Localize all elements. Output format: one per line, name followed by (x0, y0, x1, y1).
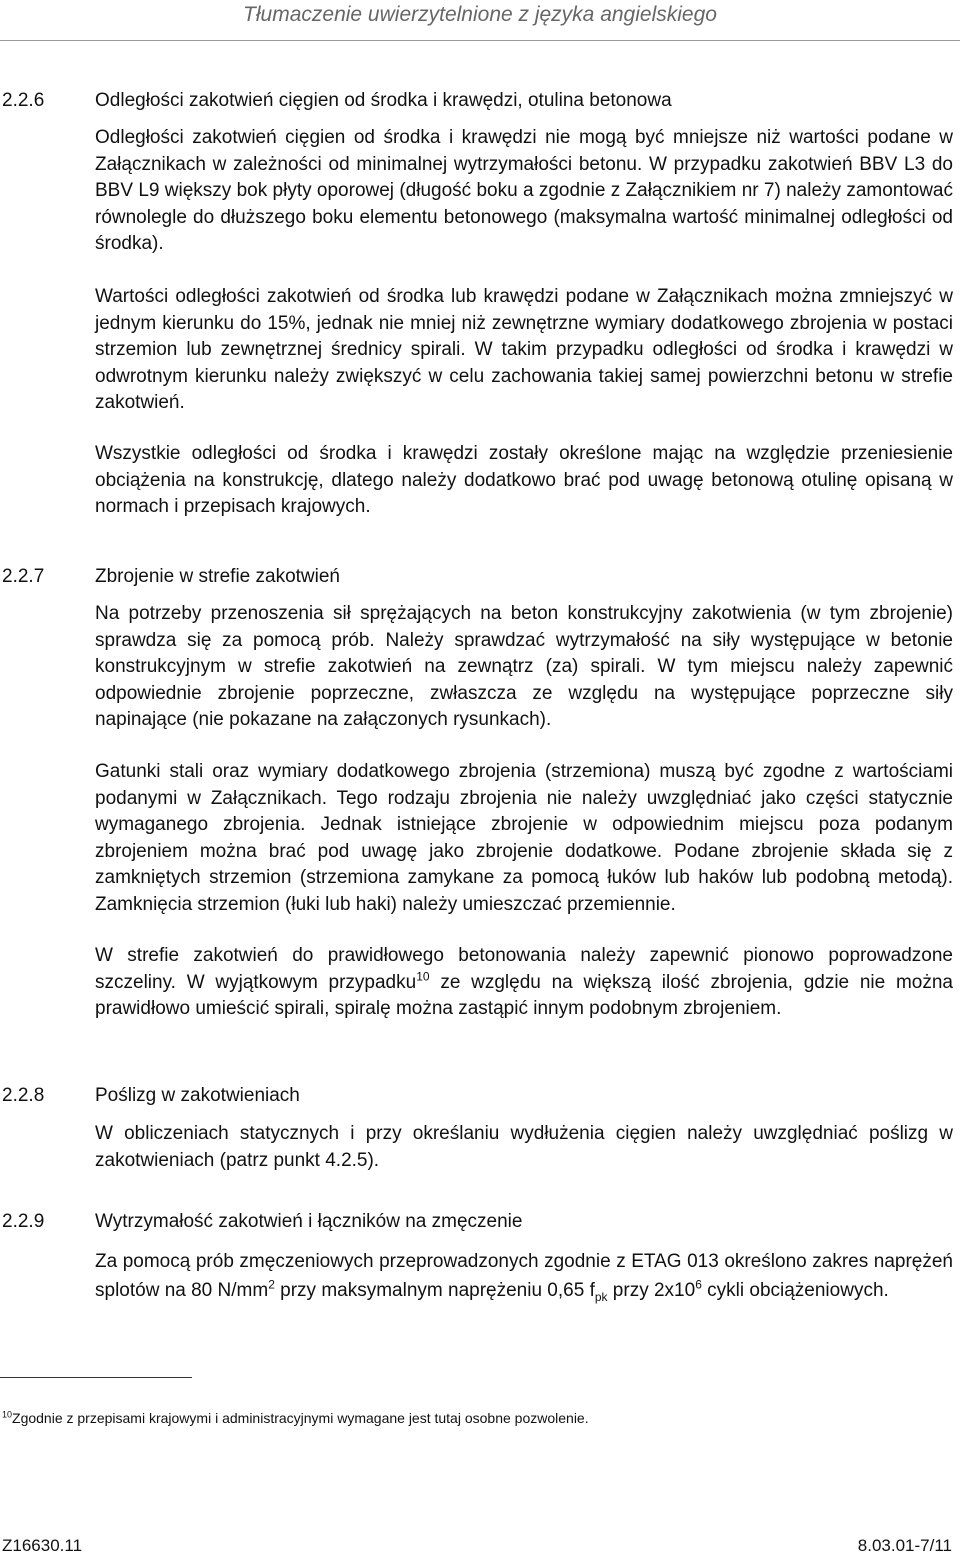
paragraph: W obliczeniach statycznych i przy określaniu wydłużenia cięgien należy uwzględniać poślizg w zakotwieniach (patrz punkt 4.2.5). (95, 1123, 953, 1171)
section-title: Wytrzymałość zakotwień i łączników na zmęczenie (95, 1211, 523, 1232)
footer-document-id: Z16630.11 (2, 1536, 83, 1555)
paragraph: Wszystkie odległości od środka i krawędzi zostały określone mając na względzie przeniesienie obciążenia na konstrukcję, dlatego należy dodatkowo brać pod uwagę betonową otulinę opisaną w normach i przepisach krajowych. (95, 443, 953, 517)
paragraph-text: przy maksymalnym naprężeniu 0,65 f (274, 1280, 595, 1301)
header-rule (0, 40, 960, 41)
paragraph: Na potrzeby przenoszenia sił sprężających na beton konstrukcyjny zakotwienia (w tym zbrojenie) sprawdza się za pomocą prób. Należy sprawdzać wytrzymałość na siły występujące w betonie konstrukcyjnym w strefie zakotwień na zewnątrz (za) spirali. W tym miejscu należy zapewnić odpowiednie zbrojenie poprzeczne, zwłaszcza ze względu na występujące poprzeczne siły napinające (nie pokazane na załączonych rysunkach). (95, 603, 953, 730)
paragraph-text: cykli obciążeniowych. (701, 1280, 889, 1301)
footnote-mark: 10 (2, 1409, 13, 1420)
footnote-text: Zgodnie z przepisami krajowymi i administracyjnymi wymagane jest tutaj osobne pozwolenie. (12, 1410, 589, 1426)
section-title: Poślizg w zakotwieniach (95, 1085, 300, 1106)
section-number: 2.2.7 (2, 566, 45, 587)
page-header (0, 0, 960, 42)
footer-page-number: 8.03.01-7/11 (857, 1536, 952, 1555)
section-title: Zbrojenie w strefie zakotwień (95, 566, 340, 587)
paragraph: Wartości odległości zakotwień od środka lub krawędzi podane w Załącznikach można zmniejszyć w jednym kierunku do 15%, jednak nie mniej niż zewnętrzne wymiary dodatkowego zbrojenia w postaci strzemion lub zewnętrznej średnicy spirali. W takim przypadku odległości od środka i krawędzi w odwrotnym kierunku należy zwiększyć w celu zachowania takiej samej powierzchni betonu w strefie zakotwień. (95, 286, 953, 413)
paragraph: Gatunki stali oraz wymiary dodatkowego zbrojenia (strzemiona) muszą być zgodne z wartościami podanymi w Załącznikach. Tego rodzaju zbrojenia nie należy uwzględniać jako części statycznie wymaganego zbrojenia. Jednak istniejące zbrojenie w odpowiednim miejscu poza podanym zbrojeniem można brać pod uwagę jako zbrojenie dodatkowe. Podane zbrojenie składa się z zamkniętych strzemion (strzemiona zamykane za pomocą łuków lub haków lub podobną metodą). Zamknięcia strzemion (łuki lub haki) należy umieszczać przemiennie. (95, 761, 953, 915)
paragraph (95, 1247, 953, 1305)
footnote (2, 1410, 589, 1426)
superscript: 2 (268, 1277, 275, 1292)
paragraph-text: ze względu na większą ilość zbrojenia, gdzie nie można prawidłowo umieścić spirali, spiralę można zastąpić innym podobnym zbrojeniem. (95, 971, 953, 1019)
paragraph: Odległości zakotwień cięgien od środka i krawędzi nie mogą być mniejsze niż wartości podane w Załącznikach w zależności od minimalnej wytrzymałości betonu. W przypadku zakotwień BBV L3 do BBV L9 większy bok płyty oporowej (długość boku a zgodnie z Załącznikiem nr 7) należy zamontować równolegle do dłuższego boku elementu betonowego (maksymalna wartość minimalnej odległości od środka). (95, 127, 953, 254)
header-title: Tłumaczenie uwierzytelnione z języka angielskiego (243, 3, 717, 26)
section-number: 2.2.6 (2, 90, 45, 111)
section-title: Odległości zakotwień cięgien od środka i krawędzi, otulina betonowa (95, 90, 672, 111)
paragraph-text: W strefie zakotwień do prawidłowego betonowania należy zapewnić pionowo poprowadzone szczeliny. W wyjątkowym przypadku (95, 945, 953, 993)
paragraph-text: przy 2x10 (607, 1280, 696, 1301)
paragraph (95, 943, 953, 1023)
footnote-reference[interactable]: 10 (416, 969, 430, 984)
subscript: pk (594, 1289, 608, 1304)
section-number: 2.2.9 (2, 1211, 45, 1232)
section-number: 2.2.8 (2, 1085, 45, 1106)
footnote-separator (0, 1377, 192, 1378)
paragraph-text: Za pomocą prób zmęczeniowych przeprowadzonych zgodnie z ETAG 013 określono zakres naprężeń splotów na 80 N/mm (95, 1251, 953, 1301)
superscript: 6 (695, 1277, 702, 1292)
